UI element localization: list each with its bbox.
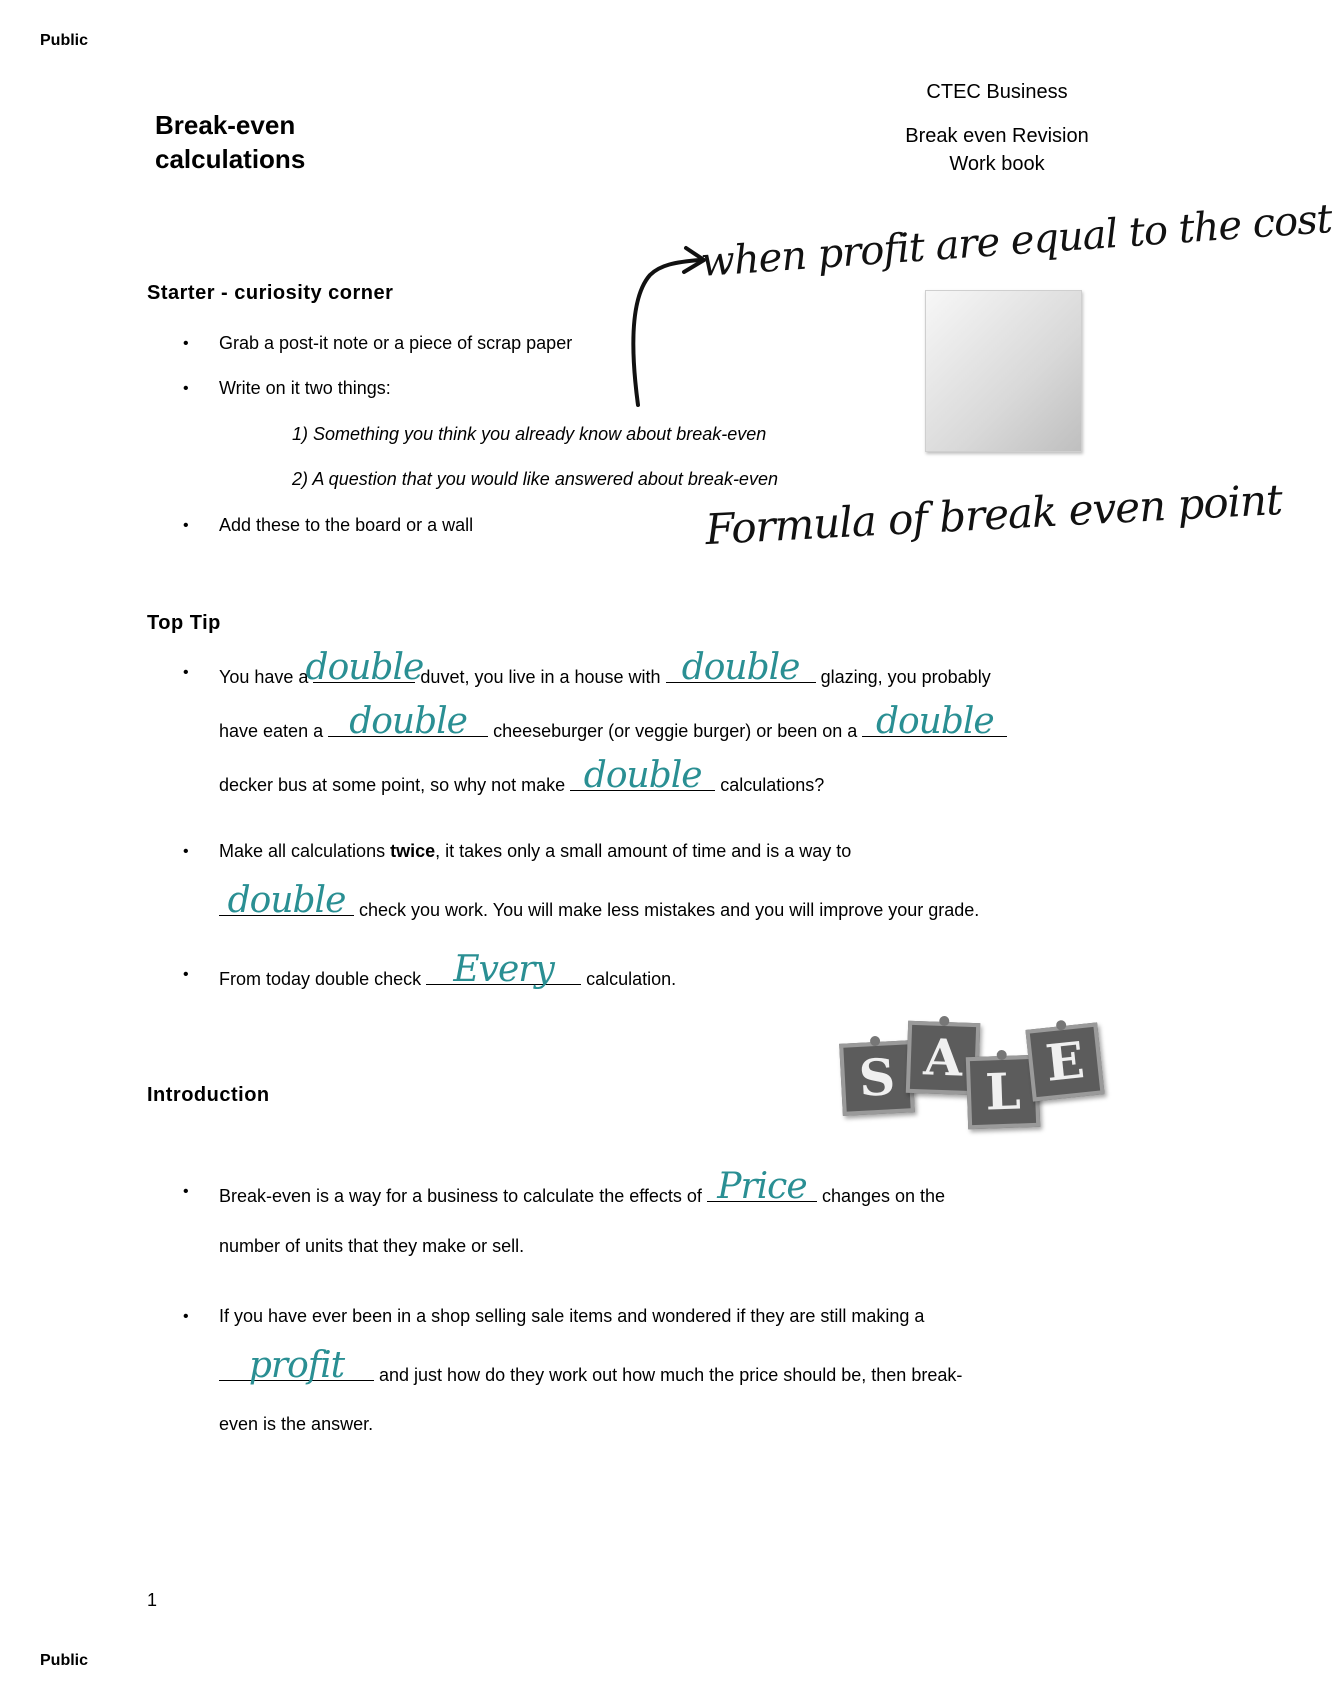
bullet-icon: •: [183, 664, 189, 681]
text-segment: , it takes only a small amount of time and is a way to: [435, 841, 852, 861]
handwritten-answer: double: [227, 880, 346, 921]
top-tip-line-2: [219, 701, 1007, 742]
answer-blank: [666, 647, 816, 688]
top-tip-line-5: [219, 880, 980, 921]
post-it-note-image: [925, 290, 1082, 452]
text-segment: cheeseburger (or veggie burger) or been on a: [488, 721, 863, 741]
text-segment: decker bus at some point, so why not make: [219, 775, 571, 795]
text-segment: duvet, you live in a house with: [415, 667, 666, 687]
bullet-icon: •: [183, 335, 189, 352]
top-tip-line-3: [219, 755, 825, 796]
intro-line-4: [219, 1345, 963, 1386]
starter-bullet-1: Grab a post-it note or a piece of scrap paper: [219, 333, 573, 353]
handwritten-answer: double: [583, 755, 702, 796]
handwritten-answer: Price: [717, 1166, 807, 1207]
text-segment: Make all calculations: [219, 841, 391, 861]
starter-bullet-2: Write on it two things:: [219, 378, 391, 398]
sale-letter-tile: L: [966, 1055, 1040, 1129]
handwritten-answer: double: [349, 701, 467, 742]
subtitle-line-1: Break even Revision: [905, 125, 1089, 147]
top-tip-line-6: [219, 949, 677, 990]
sale-sign-image: [835, 1020, 1105, 1150]
text-segment: calculations?: [715, 775, 825, 795]
intro-line-3: If you have ever been in a shop selling sale items and wondered if they are still making a: [219, 1306, 925, 1326]
text-segment: have eaten a: [219, 721, 329, 741]
emphasis-text: twice: [390, 841, 436, 861]
handwritten-note-definition: when profit are equal to the cost: [699, 196, 1333, 286]
text-segment: glazing, you probably: [815, 667, 991, 687]
starter-numbered-2: 2) A question that you would like answered about break-even: [292, 469, 778, 489]
subtitle-line-2: Work book: [949, 153, 1045, 175]
top-tip-line-4: [219, 841, 851, 862]
answer-blank: [219, 1345, 374, 1386]
intro-line-1: [219, 1166, 946, 1207]
answer-blank: [305, 647, 424, 688]
page-number: 1: [147, 1590, 158, 1610]
bullet-icon: •: [183, 380, 189, 397]
answer-blank: [328, 701, 488, 742]
handwritten-answer: double: [681, 647, 800, 688]
sale-letter-tile: A: [906, 1021, 980, 1095]
answer-blank: [707, 1166, 817, 1207]
classification-label-top: Public: [40, 32, 89, 49]
bullet-icon: •: [183, 843, 189, 860]
top-tip-heading: Top Tip: [147, 612, 221, 634]
classification-label-bottom: Public: [40, 1652, 89, 1669]
text-segment: changes on the: [816, 1186, 946, 1206]
bullet-icon: •: [183, 517, 189, 534]
bullet-icon: •: [183, 966, 189, 983]
bullet-icon: •: [183, 1308, 189, 1325]
answer-blank: [570, 755, 715, 796]
sale-letter-tile: S: [839, 1040, 915, 1116]
handwritten-note-formula: Formula of break even point: [704, 474, 1284, 555]
introduction-heading: Introduction: [147, 1084, 270, 1106]
answer-blank: [426, 949, 581, 990]
text-segment: check you work. You will make less mistakes and you will improve your grade.: [354, 900, 980, 920]
text-segment: calculation.: [581, 969, 677, 989]
handwritten-answer: Every: [453, 949, 554, 990]
top-tip-line-1: [219, 647, 991, 688]
title-line-2: calculations: [155, 144, 306, 174]
title-line-1: Break-even: [155, 110, 296, 140]
answer-blank: [862, 701, 1007, 742]
answer-blank: [219, 880, 354, 921]
handwritten-answer: profit: [248, 1345, 345, 1386]
handwritten-arrow-icon: [620, 240, 710, 410]
intro-line-5: even is the answer.: [219, 1414, 374, 1434]
text-segment: You have a: [219, 667, 314, 687]
starter-numbered-1: 1) Something you think you already know about break-even: [292, 424, 767, 444]
sale-letter-tile: E: [1025, 1022, 1104, 1101]
starter-bullet-3: Add these to the board or a wall: [219, 515, 474, 535]
document-title: [155, 108, 305, 176]
bullet-icon: •: [183, 1183, 189, 1200]
text-segment: From today double check: [219, 969, 427, 989]
header-course-block: [867, 78, 1127, 178]
course-name: CTEC Business: [926, 81, 1068, 103]
text-segment: Break-even is a way for a business to calculate the effects of: [219, 1186, 707, 1206]
intro-line-2: number of units that they make or sell.: [219, 1236, 525, 1256]
handwritten-answer: double: [305, 647, 424, 688]
starter-heading: Starter - curiosity corner: [147, 282, 394, 304]
handwritten-answer: double: [875, 701, 994, 742]
text-segment: and just how do they work out how much the price should be, then break-: [374, 1365, 963, 1385]
